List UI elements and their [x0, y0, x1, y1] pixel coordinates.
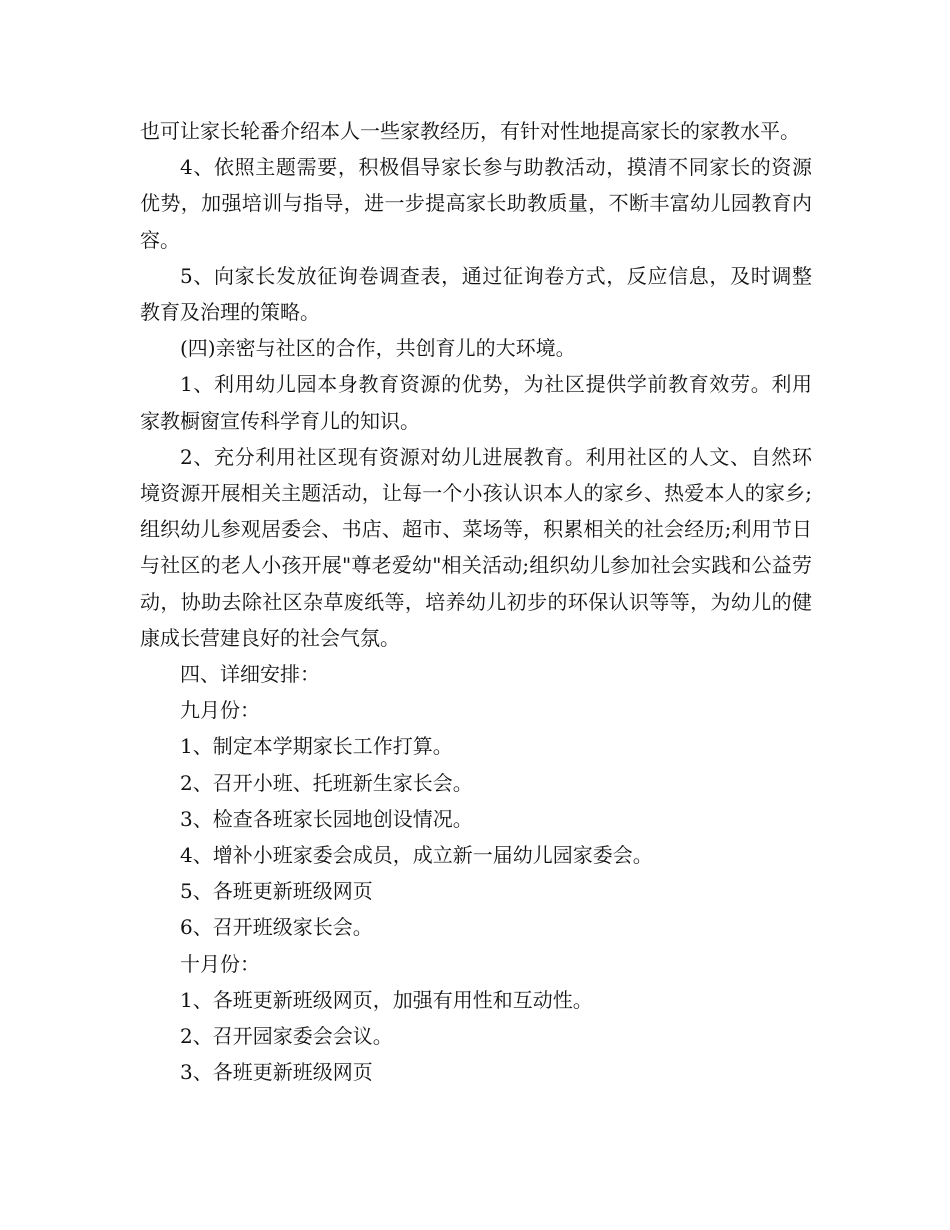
paragraph: 5、向家长发放征询卷调查表，通过征询卷方式，反应信息，及时调整教育及治理的策略。 [140, 263, 812, 325]
list-item: 2、召开园家委会会议。 [180, 1024, 393, 1049]
list-item: 3、各班更新班级网页 [180, 1060, 373, 1085]
list-item: 3、检查各班家长园地创设情况。 [180, 806, 473, 831]
paragraph: 4、依照主题需要，积极倡导家长参与助教活动，摸清不同家长的资源优势，加强培训与指导，进一步提高家长助教质量，不断丰富幼儿园教育内容。 [140, 155, 812, 252]
list-item: 2、召开小班、托班新生家长会。 [180, 770, 473, 795]
paragraph: 2、充分利用社区现有资源对幼儿进展教育。利用社区的人文、自然环境资源开展相关主题活动，让每一个小孩认识本人的家乡、热爱本人的家乡;组织幼儿参观居委会、书店、超市、菜场等，积累相关的社会经历;利用节日与社区的老人小孩开展"尊老爱幼"相关活动;组织幼儿参加社会实践和公益劳动，协助去除社区杂草废纸等，培养幼儿初步的环保认识等等，为幼儿的健康成长营建良好的社会气氛。 [140, 444, 812, 650]
list-item: 5、各班更新班级网页 [180, 879, 373, 904]
section-heading: (四)亲密与社区的合作，共创育儿的大环境。 [180, 336, 576, 361]
list-item: 1、各班更新班级网页，加强有用性和互动性。 [180, 987, 593, 1012]
paragraph: 也可让家长轮番介绍本人一些家教经历，有针对性地提高家长的家教水平。 [140, 119, 800, 143]
document-body [140, 113, 812, 1090]
month-heading: 十月份： [180, 951, 260, 976]
paragraph: 1、利用幼儿园本身教育资源的优势，为社区提供学前教育效劳。利用家教橱窗宣传科学育儿的知识。 [140, 372, 812, 433]
month-heading: 九月份： [180, 698, 260, 723]
section-heading: 四、详细安排： [180, 662, 320, 687]
list-item: 4、增补小班家委会成员，成立新一届幼儿园家委会。 [180, 843, 653, 868]
list-item: 6、召开班级家长会。 [180, 915, 373, 940]
list-item: 1、制定本学期家长工作打算。 [180, 734, 453, 759]
